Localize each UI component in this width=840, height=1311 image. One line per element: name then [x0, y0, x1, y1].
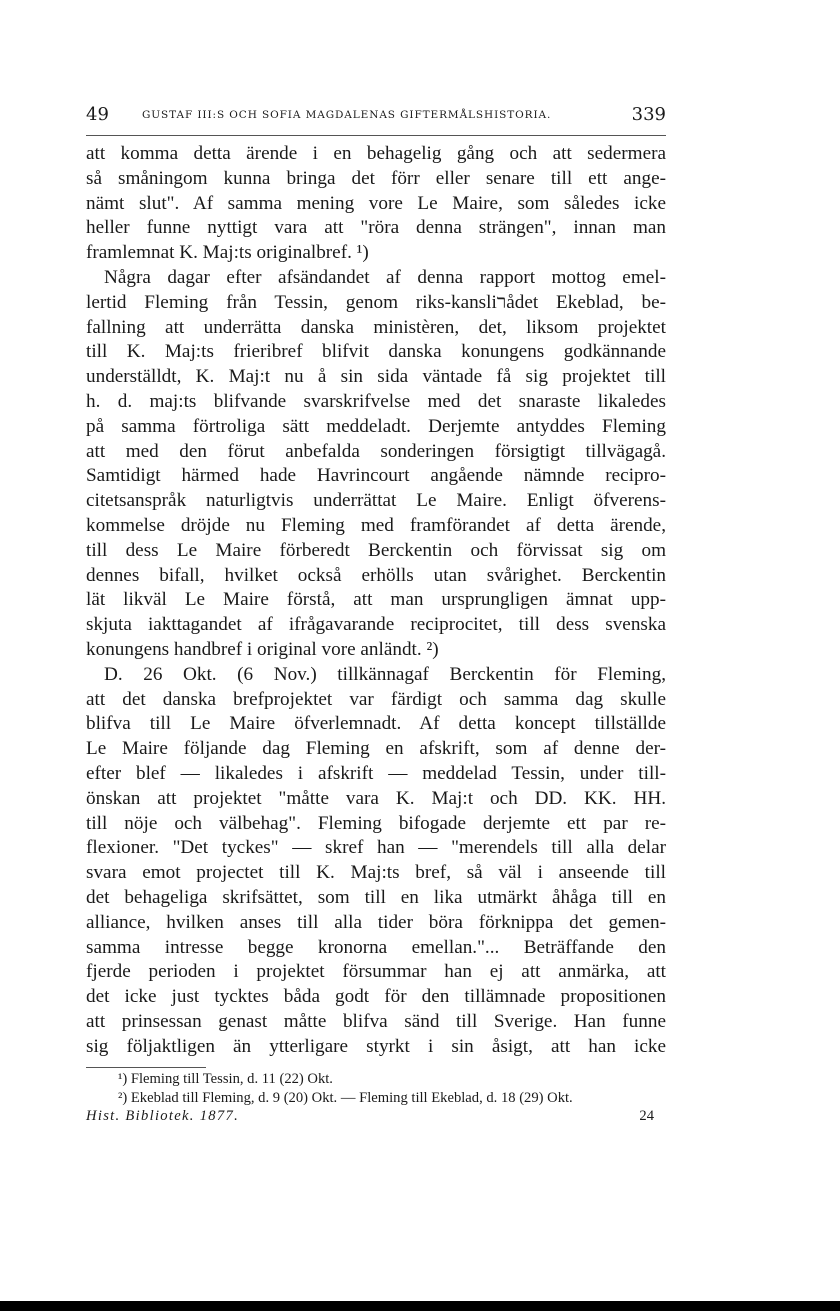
text-line: citetsanspråk naturligtvis underrättat Le Maire. Enligt öfverens-: [86, 490, 666, 512]
text-line: heller funne nyttigt vara att "röra denna strängen", innan man: [86, 217, 666, 239]
footnotes: [86, 1070, 666, 1108]
signature-mark: Hist. Bibliotek. 1877.: [86, 1108, 240, 1125]
text-line: efter blef — likaledes i afskrift — meddelad Tessin, under till-: [86, 762, 666, 784]
sheet-number: 24: [639, 1108, 654, 1125]
text-line: dennes bifall, hvilket också erhölls utan svårighet. Berckentin: [86, 564, 666, 586]
text-line: det behageliga skrifsättet, som till en lika utmärkt åhåga till en: [86, 886, 666, 908]
text-line: Samtidigt härmed hade Havrincourt angående nämnde recipro-: [86, 465, 666, 487]
text-line: underställdt, K. Maj:t nu å sin sida väntade få sig projektet till: [86, 366, 666, 388]
text-line: lät likväl Le Maire förstå, att man ursprungligen ämnat upp-: [86, 589, 666, 611]
running-header: [86, 104, 666, 128]
text-line: Le Maire följande dag Fleming en afskrift, som af denne der-: [86, 738, 666, 760]
body-text: [86, 142, 666, 1059]
text-line: önskan att projektet "måtte vara K. Maj:t och DD. KK. HH.: [86, 787, 666, 809]
footnote: ²) Ekeblad till Fleming, d. 9 (20) Okt. — Fleming till Ekeblad, d. 18 (29) Okt.: [118, 1090, 573, 1107]
document-page: [86, 104, 666, 1127]
text-line: på samma förtroliga sätt meddeladt. Derjemte antyddes Fleming: [86, 415, 666, 437]
text-line: konungens handbref i original vore anländt. ²): [86, 638, 439, 660]
text-line: att med den förut anbefalda sonderingen försigtigt tillvägagå.: [86, 440, 666, 462]
text-line: fallning att underrätta danska ministèren, det, liksom projektet: [86, 316, 666, 338]
text-line: lertid Fleming från Tessin, genom riks-kansliרådet Ekeblad, be-: [86, 291, 667, 313]
page-number: 339: [631, 104, 666, 125]
text-line: skjuta iakttagandet af ifrågavarande reciprocitet, till dess svenska: [86, 614, 666, 636]
running-title: GUSTAF III:S OCH SOFIA MAGDALENAS GIFTERMÅLSHISTORIA.: [142, 109, 552, 121]
footnote: ¹) Fleming till Tessin, d. 11 (22) Okt.: [118, 1071, 333, 1088]
page-footer: [86, 1108, 666, 1127]
text-line: sig följaktligen än ytterligare styrkt i sin åsigt, att han icke: [86, 1035, 666, 1057]
text-line: att det danska brefprojektet var färdigt och samma dag skulle: [86, 688, 666, 710]
footnote-rule: [86, 1067, 206, 1068]
text-line: till nöje och välbehag". Fleming bifogade derjemte ett par re-: [86, 812, 666, 834]
text-line: Några dagar efter afsändandet af denna rapport mottog emel-: [104, 266, 666, 288]
text-line: till dess Le Maire förberedt Berckentin och förvissat sig om: [86, 539, 666, 561]
text-line: nämt slut". Af samma mening vore Le Maire, som således icke: [86, 192, 666, 214]
scan-border: [0, 1301, 840, 1311]
text-line: framlemnat K. Maj:ts originalbref. ¹): [86, 242, 369, 264]
text-line: det icke just tycktes båda godt för den tillämnade propositionen: [86, 986, 666, 1008]
text-line: samma intresse begge kronorna emellan."... Beträffande den: [86, 936, 666, 958]
text-line: svara emot projectet till K. Maj:ts bref, så väl i anseende till: [86, 862, 666, 884]
text-line: kommelse dröjde nu Fleming med framförandet af detta ärende,: [86, 514, 666, 536]
text-line: så småningom kunna bringa det förr eller senare till ett ange-: [86, 167, 666, 189]
text-line: alliance, hvilken anses till alla tider böra förknippa det gemen-: [86, 911, 666, 933]
text-line: till K. Maj:ts frieribref blifvit danska konungens godkännande: [86, 341, 666, 363]
text-line: att komma detta ärende i en behagelig gång och att sedermera: [86, 143, 666, 164]
text-line: att prinsessan genast måtte blifva sänd till Sverige. Han funne: [86, 1010, 666, 1032]
text-line: blifva till Le Maire öfverlemnadt. Af detta koncept tillställde: [86, 713, 666, 735]
page-number-left: 49: [86, 104, 109, 125]
text-line: D. 26 Okt. (6 Nov.) tillkännagaf Berckentin för Fleming,: [104, 663, 666, 685]
text-line: h. d. maj:ts blifvande svarskrifvelse med det snaraste likaledes: [86, 390, 666, 412]
text-line: fjerde perioden i projektet försummar han ej att anmärka, att: [86, 961, 666, 983]
header-rule: [86, 135, 666, 136]
text-line: flexioner. "Det tyckes" — skref han — "merendels till alla delar: [86, 837, 666, 859]
